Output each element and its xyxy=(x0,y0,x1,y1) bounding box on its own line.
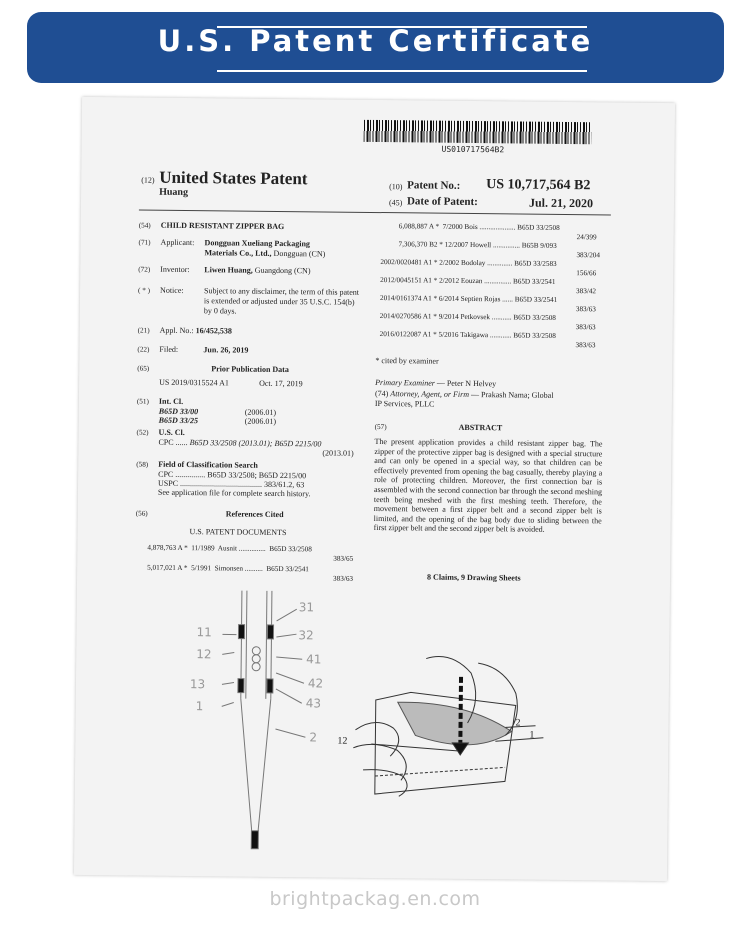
drawing-label: 32 xyxy=(298,628,314,643)
banner-bottom-rule xyxy=(217,70,587,72)
code-51: (51) xyxy=(136,397,149,406)
ref-date: 2/2002 xyxy=(439,258,460,267)
inventor-label: Inventor: xyxy=(160,264,190,275)
ref-date: 7/2000 xyxy=(442,222,463,231)
date-label: Date of Patent: xyxy=(406,195,478,209)
ref-number: 2014/0270586 A1 * xyxy=(379,312,437,321)
notice-label: Notice: xyxy=(160,285,184,295)
filed-label: Filed: xyxy=(159,344,179,354)
drawing-label: 2 xyxy=(515,717,521,729)
abstract-heading: ABSTRACT xyxy=(458,422,503,433)
field-cpc: CPC ............... B65D 33/2508; B65D 2215/00 xyxy=(158,469,307,481)
drawing-label: 1 xyxy=(529,729,535,741)
code-65: (65) xyxy=(137,364,150,373)
ref-number: 5,017,021 A * xyxy=(147,563,188,573)
claims-summary: 8 Claims, 9 Drawing Sheets xyxy=(427,572,521,583)
code-72: (72) xyxy=(138,265,151,274)
drawing-label: 43 xyxy=(305,696,322,711)
field-uspc: USPC ......................................... 383/61.2, 63 xyxy=(158,478,305,490)
ref-name: Bois .................... xyxy=(464,222,516,232)
patent-date: Jul. 21, 2020 xyxy=(528,195,594,211)
prior-pub-heading: Prior Publication Data xyxy=(211,364,289,375)
zipper-figure-labels xyxy=(189,599,324,744)
attorney-name: — Prakash Nama; Global xyxy=(471,390,554,400)
examiner-label: Primary Examiner xyxy=(375,378,435,388)
code-56: (56) xyxy=(135,509,148,518)
ref-name: Eouzan ............... xyxy=(460,276,512,286)
ref-class: B65D 33/2508 xyxy=(513,331,556,340)
invention-title: CHILD RESISTANT ZIPPER BAG xyxy=(160,220,285,232)
drawing-label: 1 xyxy=(195,699,204,714)
drawing-label: 2 xyxy=(309,730,318,745)
code-21: (21) xyxy=(137,326,150,335)
ref-date: 9/2014 xyxy=(438,312,459,321)
drawing-label: 31 xyxy=(298,600,315,615)
ref-class: B65D 33/2541 xyxy=(514,295,558,304)
references-heading: References Cited xyxy=(225,509,284,520)
ref-row xyxy=(380,330,556,340)
ref-number: 4,878,763 A * xyxy=(147,543,188,553)
code-54: (54) xyxy=(138,221,151,230)
barcode xyxy=(364,120,592,144)
ref-row xyxy=(380,276,555,286)
ref-row xyxy=(399,222,560,232)
ref-row xyxy=(399,240,557,250)
ref-subclass: 383/63 xyxy=(333,574,354,583)
ref-number: 6,088,887 A * xyxy=(398,222,440,231)
cpc-year: (2013.01) xyxy=(322,448,354,458)
code-74: (74) xyxy=(374,389,389,399)
patent-document xyxy=(74,97,675,881)
cpc-text: B65D 33/2508 (2013.01); B65D 2215/00 xyxy=(189,438,322,449)
ref-class: B65D 33/2508 xyxy=(269,544,312,554)
patent-number: US 10,717,564 B2 xyxy=(486,177,591,194)
ref-name: Takigawa ............ xyxy=(460,330,512,340)
drawing-label: 12 xyxy=(337,735,348,747)
ref-date: 6/2014 xyxy=(438,294,459,303)
ref-date: 2/2012 xyxy=(439,276,460,285)
ref-name: Howell ............... xyxy=(470,240,521,250)
drawing-label: 12 xyxy=(196,647,212,662)
patent-no-label: Patent No.: xyxy=(407,179,461,192)
us-docs-heading: U.S. PATENT DOCUMENTS xyxy=(189,527,287,538)
notice-text: Subject to any disclaimer, the term of this patent is extended or adjusted under 35 U.S.C. 154(b) by 0 days. xyxy=(203,286,360,316)
drawing-label: 41 xyxy=(306,652,322,667)
ref-date: 12/2007 xyxy=(444,240,469,249)
code-45: (45) xyxy=(388,198,403,208)
intcl-label: Int. Cl. xyxy=(158,396,184,406)
ref-date: 5/1991 xyxy=(191,564,212,573)
ref-row xyxy=(380,258,556,268)
ref-name: Simonsen .......... xyxy=(214,564,263,573)
code-22: (22) xyxy=(137,345,150,354)
watermark: brightpackag.en.com xyxy=(269,888,481,910)
cited-note: * cited by examiner xyxy=(375,356,439,366)
ref-name: Septien Rojas ...... xyxy=(460,294,514,304)
ref-subclass: 383/42 xyxy=(576,287,597,296)
ref-number: 2016/0122087 A1 * xyxy=(379,330,437,339)
code-notice: ( * ) xyxy=(138,286,151,295)
ref-row xyxy=(147,564,309,574)
code-12: (12) xyxy=(141,175,155,185)
ref-subclass: 156/66 xyxy=(576,269,597,278)
field-heading: Field of Classification Search xyxy=(158,459,258,470)
inventor-city: Guangdong (CN) xyxy=(254,265,311,276)
intcl-1-year: (2006.01) xyxy=(244,407,277,417)
ref-name: Bodolay .............. xyxy=(461,258,513,268)
banner-title: U.S. Patent Certificate xyxy=(157,24,594,58)
prior-pub-date: Oct. 17, 2019 xyxy=(259,378,303,389)
ref-class: B65B 9/093 xyxy=(521,241,557,250)
ref-subclass: 383/63 xyxy=(575,341,596,350)
filed-date: Jun. 26, 2019 xyxy=(203,345,249,355)
examiner-name: — Peter N Helvey xyxy=(436,378,497,389)
ref-class: B65D 33/2583 xyxy=(514,259,557,268)
attorney-label: Attorney, Agent, or Firm xyxy=(390,389,470,399)
field-note: See application file for complete search history. xyxy=(157,487,311,499)
code-71: (71) xyxy=(138,238,151,247)
ref-row xyxy=(147,544,312,554)
header-banner xyxy=(27,12,724,83)
ref-class: B65D 33/2508 xyxy=(517,223,560,232)
intcl-2-year: (2006.01) xyxy=(244,416,277,426)
applicant-city: Dongguan (CN) xyxy=(273,248,326,259)
attorney-line2: IP Services, PLLC xyxy=(374,398,435,409)
ref-name: Ausnit ............... xyxy=(217,544,266,553)
zipper-profile-figure xyxy=(220,590,307,849)
ref-number: 2002/0020481 A1 * xyxy=(380,258,438,267)
prior-pub-number: US 2019/0315524 A1 xyxy=(159,377,229,388)
ref-subclass: 383/204 xyxy=(576,251,601,260)
cpc-label: CPC ...... xyxy=(158,437,188,448)
applicant-line2: Materials Co., Ltd., xyxy=(204,248,272,258)
ref-subclass: 383/63 xyxy=(575,305,596,314)
inventor-name: Liwen Huang, xyxy=(204,265,253,275)
drawing-label: 42 xyxy=(307,676,324,691)
applicant-label: Applicant: xyxy=(160,237,195,248)
drawing-label: 13 xyxy=(189,677,206,692)
intcl-1: B65D 33/00 xyxy=(158,406,199,417)
patent-drawing xyxy=(74,574,670,881)
code-10: (10) xyxy=(389,182,403,192)
ref-class: B65D 33/2541 xyxy=(512,277,556,286)
applicant-line1: Dongguan Xueliang Packaging xyxy=(204,238,310,249)
ref-subclass: 24/399 xyxy=(576,233,597,242)
ref-date: 5/2016 xyxy=(438,330,459,339)
drawing-label: 11 xyxy=(196,625,212,640)
ref-number: 2012/0045151 A1 * xyxy=(380,276,438,285)
code-58: (58) xyxy=(136,460,149,469)
inventor-surname: Huang xyxy=(159,186,189,199)
ref-number: 7,306,370 B2 * xyxy=(398,240,443,249)
patent-type: United States Patent xyxy=(159,167,308,189)
ref-class: B65D 33/2508 xyxy=(513,313,556,322)
ref-subclass: 383/65 xyxy=(333,554,354,563)
ref-name: Petkovsek ........... xyxy=(460,312,512,322)
barcode-number: US010717564B2 xyxy=(441,144,505,155)
code-57: (57) xyxy=(374,422,387,432)
uscl-label: U.S. Cl. xyxy=(158,427,185,438)
intcl-2: B65D 33/25 xyxy=(158,415,199,426)
ref-row xyxy=(380,294,557,304)
ref-class: B65D 33/2541 xyxy=(266,564,309,574)
appl-number: 16/452,538 xyxy=(195,326,232,336)
ref-number: 2014/0161374 A1 * xyxy=(379,294,438,303)
ref-subclass: 383/63 xyxy=(575,323,596,332)
ref-date: 11/1989 xyxy=(191,544,215,553)
abstract-text: The present application provides a child resistant zipper bag. The zipper of the protective zipper bag is designed with a special structure and can only be opened in a special way, so that children can be effectively prevented from opening the bag casually, thereby playing a role of protecting children. Moreover, the first connection bar is assembled with the second connection bar through the second meshing teeth being meshed with the first meshing teeth. Therefore, the movement between a first zipper belt and a second zipper belt is limited, and the opening of the bag body due to sliding between the first zipper belt and the second zipper belt is avoided. xyxy=(373,436,603,535)
appl-label: Appl. No.: xyxy=(159,325,194,336)
ref-row xyxy=(380,312,556,322)
code-52: (52) xyxy=(136,428,149,437)
